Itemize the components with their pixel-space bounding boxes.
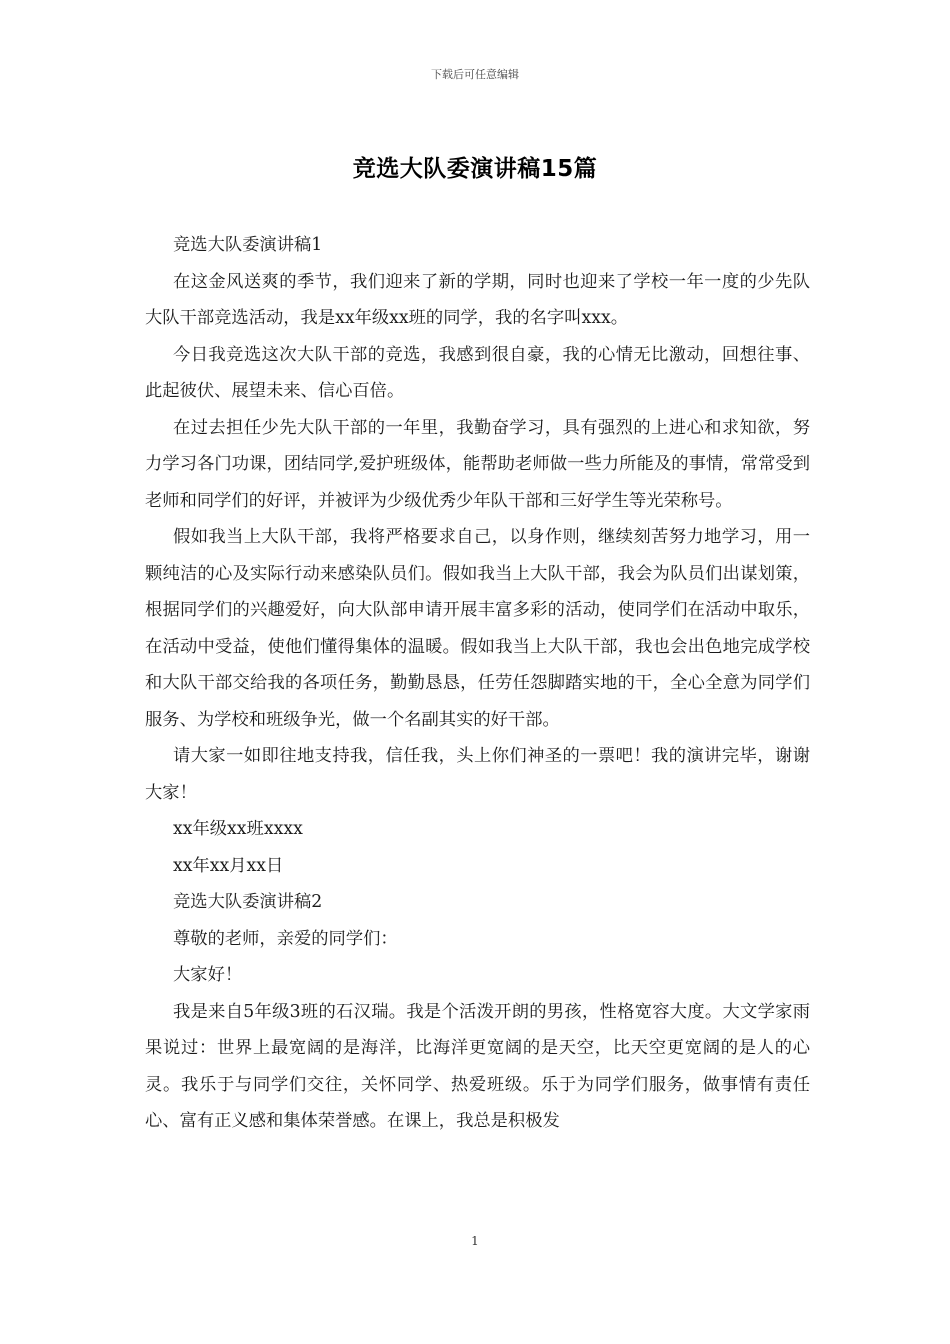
paragraph: 假如我当上大队干部，我将严格要求自己，以身作则，继续刻苦努力地学习，用一颗纯洁的心及实际行动来感染队员们。假如我当上大队干部，我会为队员们出谋划策，根据同学们的兴趣爱好，向大队部申请开展丰富多彩的活动，使同学们在活动中取乐，在活动中受益，使他们懂得集体的温暖。假如我当上大队干部，我也会出色地完成学校和大队干部交给我的各项任务，勤勤恳恳，任劳任怨脚踏实地的干，全心全意为同学们服务、为学校和班级争光，做一个名副其实的好干部。 bbox=[145, 527, 810, 730]
section-heading-2: 竞选大队委演讲稿2 bbox=[173, 892, 323, 912]
paragraph: 请大家一如即往地支持我，信任我，头上你们神圣的一票吧！我的演讲完毕，谢谢大家！ bbox=[145, 746, 810, 803]
section-heading-1: 竞选大队委演讲稿1 bbox=[173, 235, 323, 255]
document-title: 竞选大队委演讲稿15篇 bbox=[352, 156, 598, 182]
paragraph: 在这金风送爽的季节，我们迎来了新的学期，同时也迎来了学校一年一度的少先队大队干部竞选活动，我是xx年级xx班的同学，我的名字叫xxx。 bbox=[145, 271, 810, 328]
paragraph: 我是来自5年级3班的石汉瑞。我是个活泼开朗的男孩，性格宽容大度。大文学家雨果说过：世界上最宽阔的是海洋，比海洋更宽阔的是天空，比天空更宽阔的是人的心灵。我乐于与同学们交往，关怀同学、热爱班级。乐于为同学们服务，做事情有责任心、富有正义感和集体荣誉感。在课上，我总是积极发 bbox=[145, 1001, 810, 1131]
signature-class: xx年级xx班xxxx bbox=[173, 819, 303, 839]
paragraph: 今日我竞选这次大队干部的竞选，我感到很自豪，我的心情无比激动，回想往事、此起彼伏、展望未来、信心百倍。 bbox=[145, 344, 810, 401]
signature-date: xx年xx月xx日 bbox=[173, 855, 284, 876]
greeting: 大家好！ bbox=[173, 965, 243, 985]
document-body bbox=[145, 227, 810, 1140]
salutation: 尊敬的老师，亲爱的同学们： bbox=[173, 928, 398, 949]
page-number: 1 bbox=[471, 1234, 479, 1248]
header-note: 下载后可任意编辑 bbox=[431, 68, 519, 81]
paragraph: 在过去担任少先大队干部的一年里，我勤奋学习，具有强烈的上进心和求知欲，努力学习各门功课，团结同学,爱护班级体，能帮助老师做一些力所能及的事情，常常受到老师和同学们的好评，并被评为少级优秀少年队干部和三好学生等光荣称号。 bbox=[145, 417, 810, 511]
